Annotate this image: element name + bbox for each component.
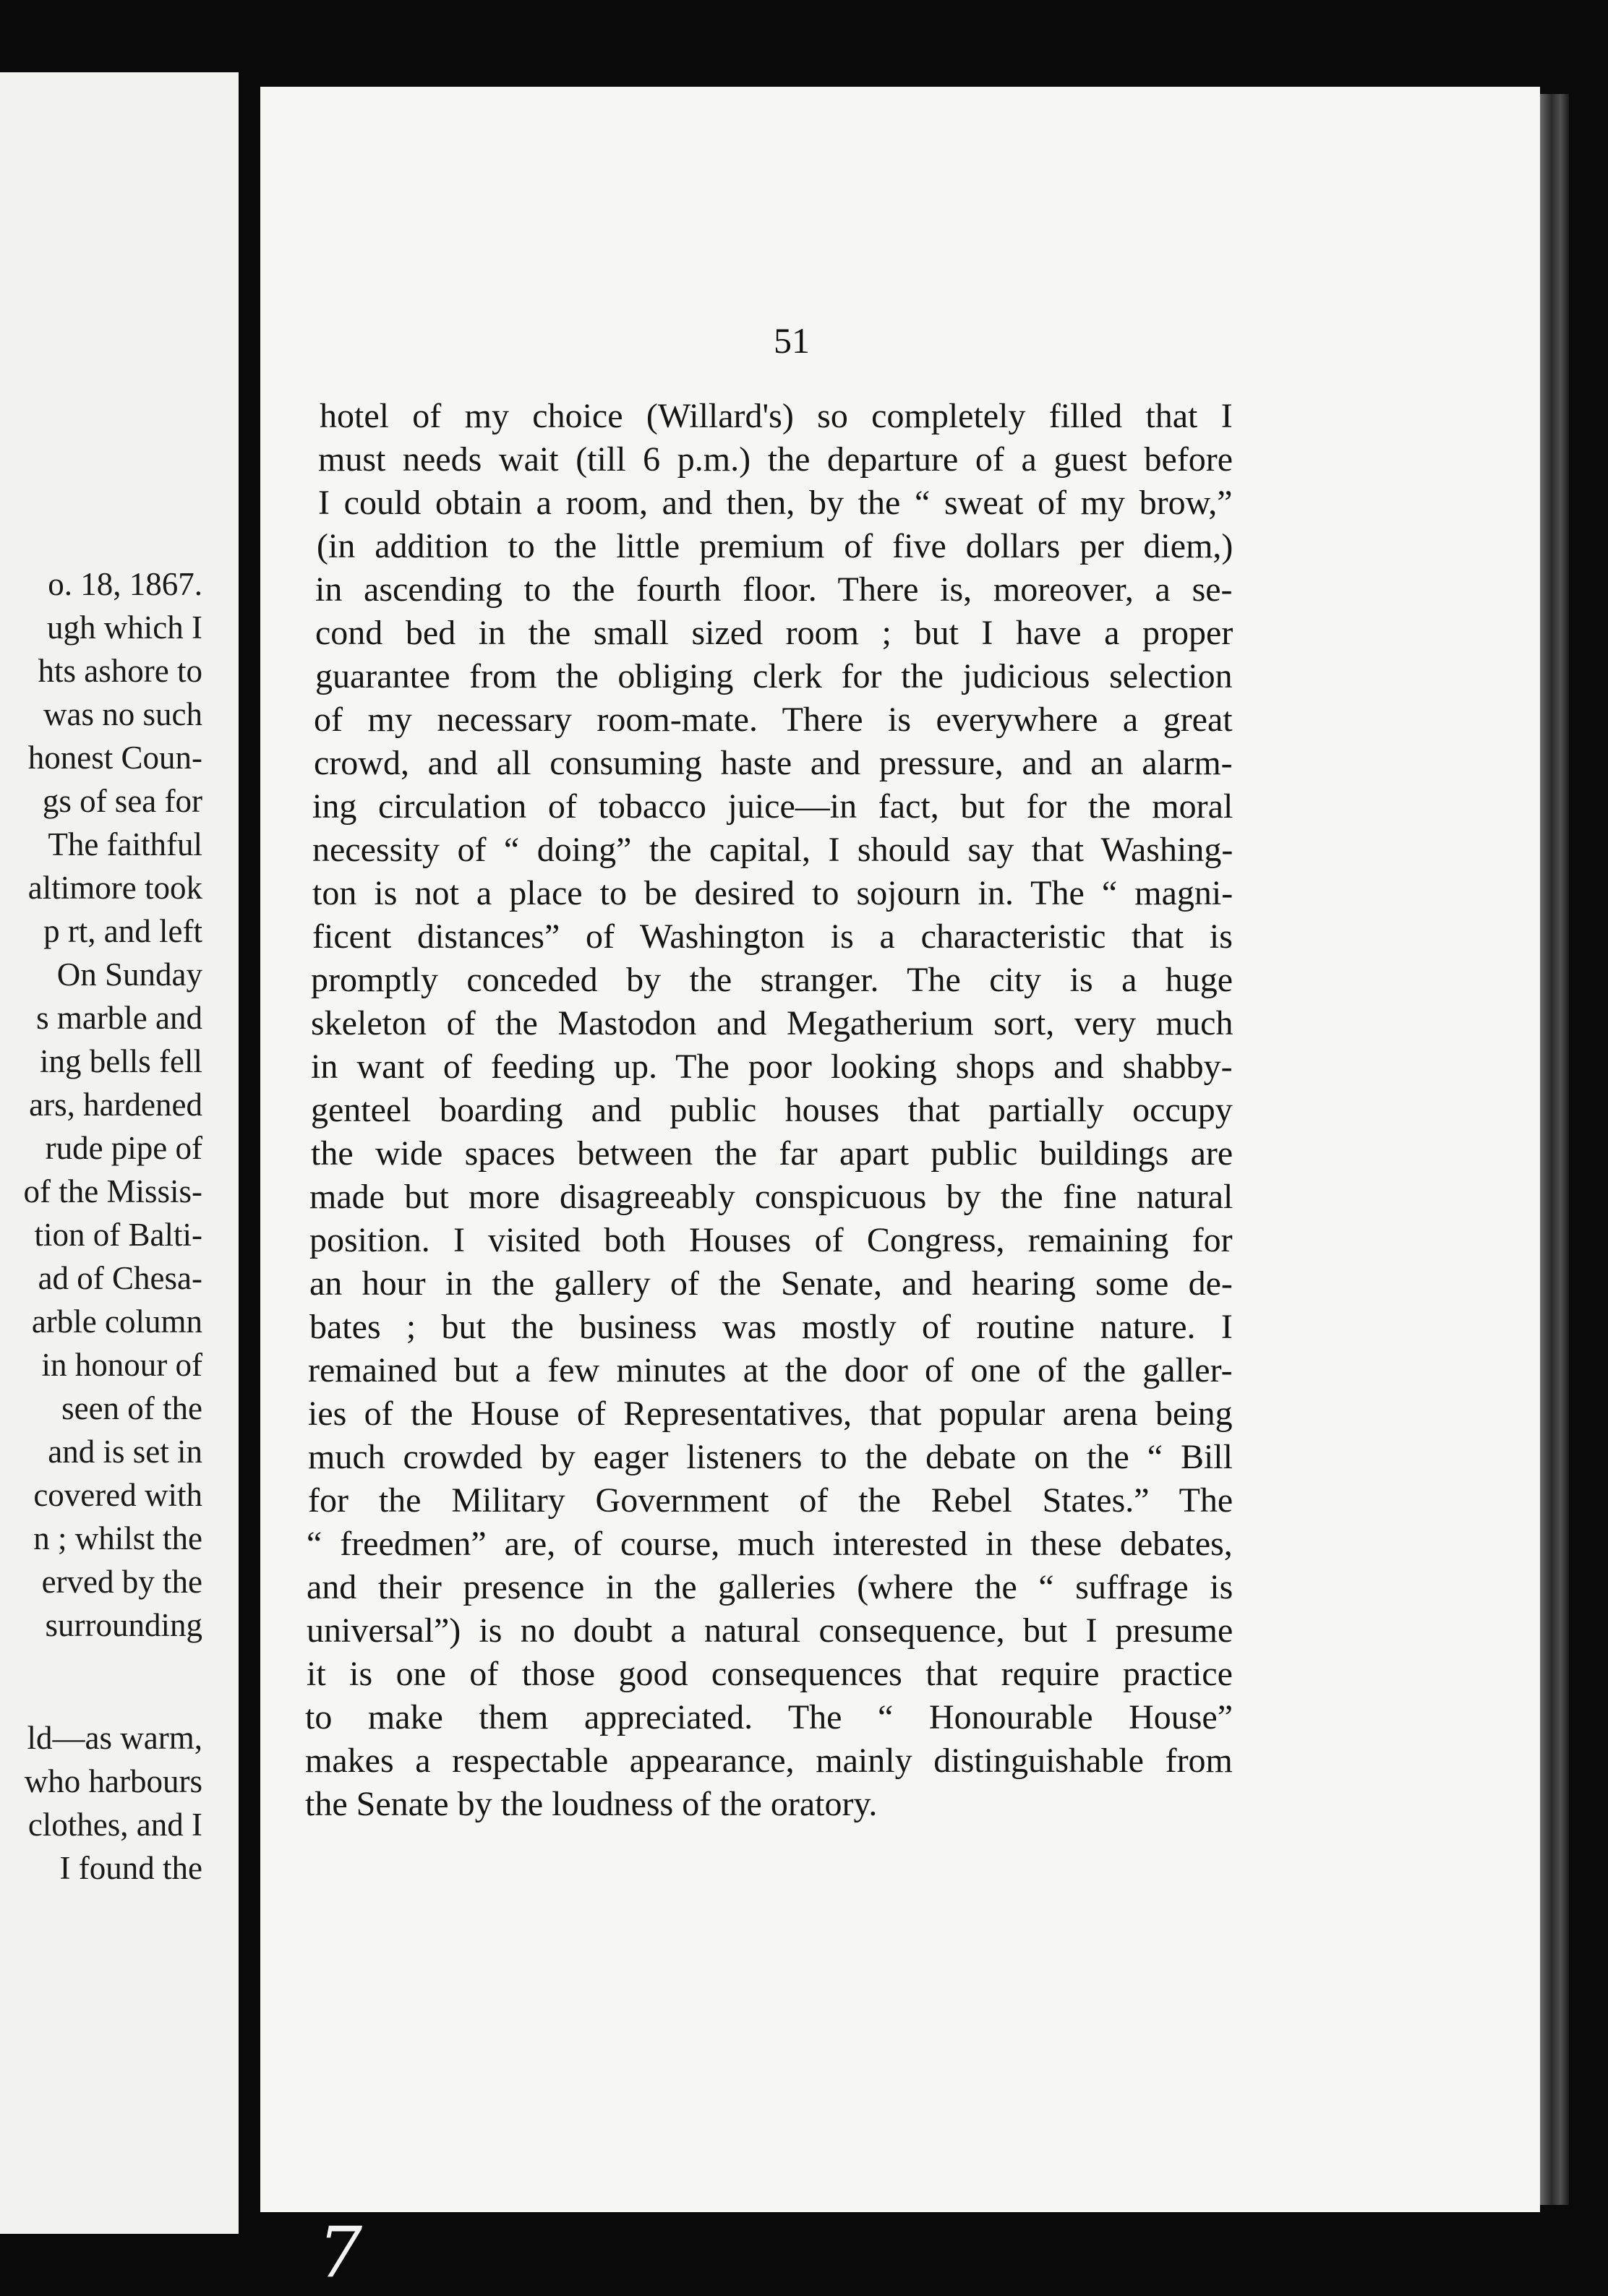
left-page-line: seen of the [61,1390,202,1426]
body-line: hotel of my choice (Willard's) so completely filled that I [320,397,1233,435]
left-page-line: s marble and [36,1000,202,1036]
body-line: crowd, and all consuming haste and pressure, and an alarm- [314,744,1233,782]
body-line: position. I visited both Houses of Congress, remaining for [309,1221,1233,1259]
left-page-line: in honour of [41,1347,202,1383]
body-line: ing circulation of tobacco juice—in fact, but for the moral [312,787,1233,826]
body-line: to make them appreciated. The “ Honourable House” [305,1698,1233,1736]
left-page-line: honest Coun- [27,740,202,776]
body-line: necessity of “ doing” the capital, I should say that Washing- [312,831,1233,869]
body-line: the Senate by the loudness of the oratory. [305,1785,878,1823]
body-line: guarantee from the obliging clerk for the judicious selection [315,657,1233,695]
body-line: promptly conceded by the stranger. The city is a huge [311,961,1233,999]
left-page-line: ld—as warm, [27,1720,202,1756]
body-line: in want of feeding up. The poor looking shops and shabby- [311,1048,1233,1086]
left-page-line: n ; whilst the [33,1520,202,1556]
body-line: universal”) is no doubt a natural consequence, but I presume [307,1611,1233,1650]
body-line: ton is not a place to be desired to sojourn in. The “ magni- [312,874,1233,912]
left-page-line: clothes, and I [27,1807,202,1843]
body-line: “ freedmen” are, of course, much interested in these debates, [307,1525,1233,1563]
body-line: remained but a few minutes at the door of one of the galler- [308,1351,1233,1389]
body-line: cond bed in the small sized room ; but I have a proper [315,614,1233,652]
left-page-line: rude pipe of [45,1130,202,1166]
body-line: ies of the House of Representatives, that popular arena being [308,1395,1233,1433]
left-page-line: was no such [43,696,202,732]
left-page-line: I found the [59,1850,202,1886]
left-page-line: ing bells fell [40,1043,202,1079]
left-page-line: and is set in [48,1434,202,1470]
body-line: makes a respectable appearance, mainly distinguishable from [305,1742,1233,1780]
body-line: skeleton of the Mastodon and Megatherium sort, very much [311,1004,1233,1042]
body-line: for the Military Government of the Rebel States.” The [308,1481,1233,1520]
left-page-line: erved by the [41,1564,202,1600]
left-page-line: surrounding [45,1607,202,1643]
page-number: 51 [774,320,810,361]
left-page-line: altimore took [27,870,202,906]
left-page-line: hts ashore to [38,653,202,689]
body-line: an hour in the gallery of the Senate, and hearing some de- [309,1264,1233,1303]
body-line: genteel boarding and public houses that partially occupy [311,1091,1233,1129]
body-line: ficent distances” of Washington is a characteristic that is [312,917,1233,956]
body-line: must needs wait (till 6 p.m.) the departure of a guest before [318,440,1233,479]
left-page-line: gs of sea for [42,783,202,819]
left-page-line: On Sunday [56,956,202,993]
left-page-line: tion of Balti- [34,1217,202,1253]
left-page-line: ad of Chesa- [38,1260,202,1296]
left-page-line: ars, hardened [29,1087,202,1123]
left-page-line: o. 18, 1867. [48,566,202,602]
left-page-line: covered with [33,1477,202,1513]
body-line: and their presence in the galleries (where the “ suffrage is [307,1568,1233,1606]
left-page-line: who harbours [24,1763,202,1799]
left-page-line: of the Missis- [23,1173,202,1209]
body-line: I could obtain a room, and then, by the “ sweat of my brow,” [318,484,1233,522]
body-line: it is one of those good consequences that require practice [307,1655,1233,1693]
left-page-line: p rt, and left [43,913,202,949]
left-facing-page [0,72,239,2234]
left-page-line: arble column [31,1303,202,1340]
body-line: the wide spaces between the far apart public buildings are [311,1134,1233,1173]
body-line: bates ; but the business was mostly of routine nature. I [309,1308,1233,1346]
left-page-line: The faithful [48,826,202,862]
body-line: of my necessary room-mate. There is everywhere a great [314,701,1233,739]
body-line: in ascending to the fourth floor. There is, moreover, a se- [315,570,1233,609]
body-line: made but more disagreeably conspicuous by the fine natural [309,1178,1233,1216]
handwritten-mark: 7 [318,2212,363,2293]
left-page-line: ugh which I [47,609,202,646]
page-edge [1540,94,1569,2205]
body-line: (in addition to the little premium of five dollars per diem,) [317,527,1233,565]
body-line: much crowded by eager listeners to the debate on the “ Bill [308,1438,1233,1476]
